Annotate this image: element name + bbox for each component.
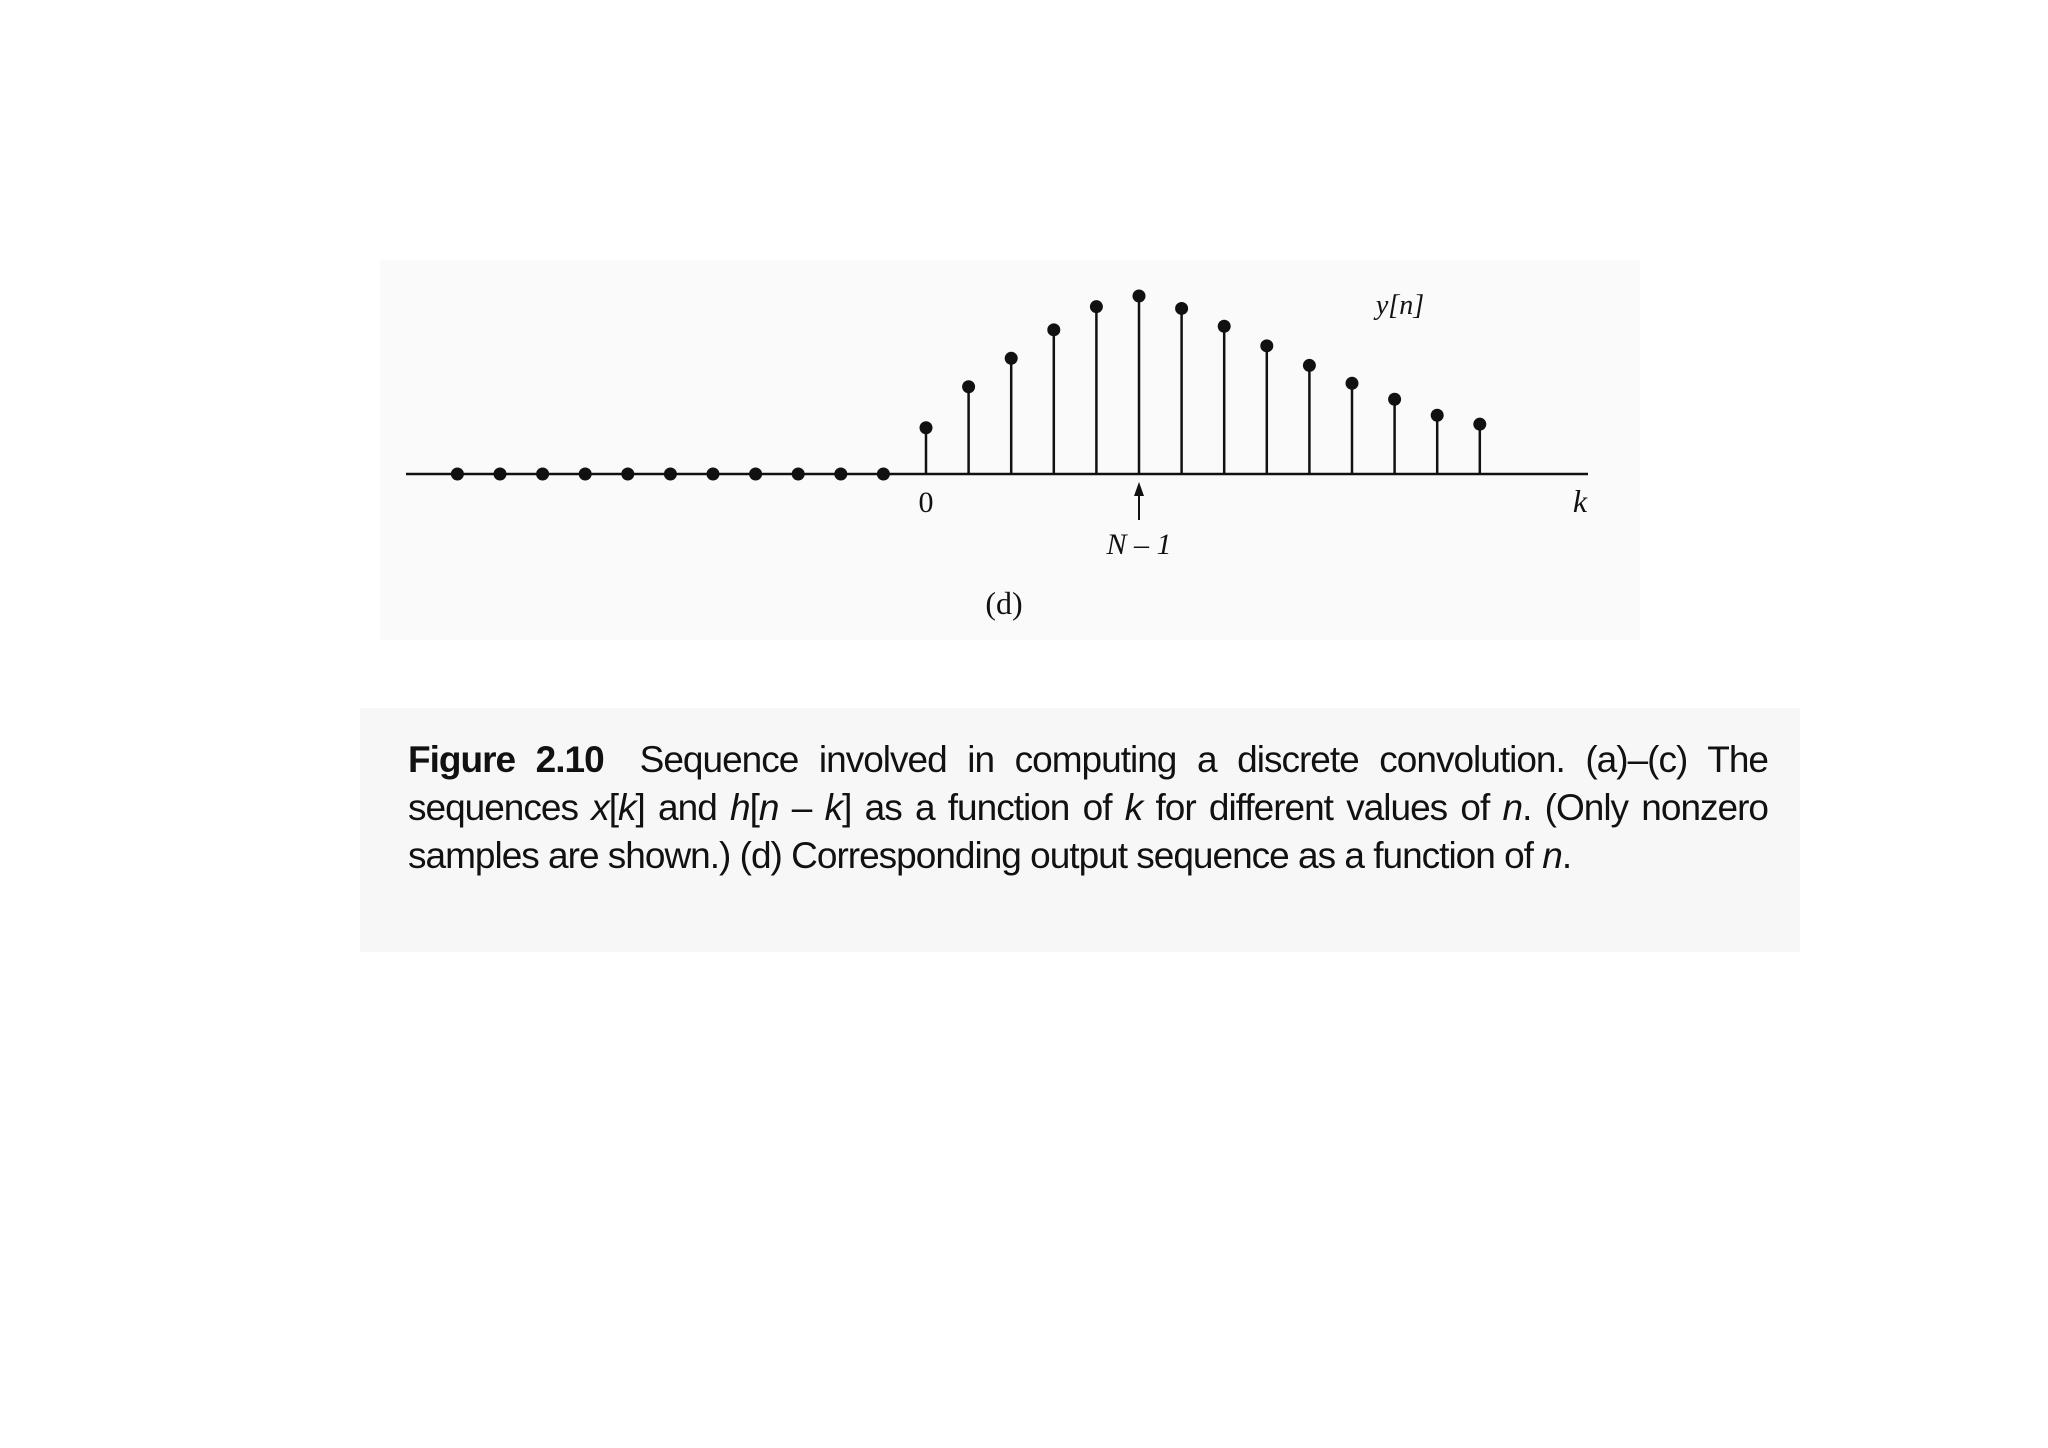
stem-point bbox=[1431, 409, 1444, 422]
x-axis-label: k bbox=[1572, 483, 1588, 519]
stem-point bbox=[1346, 377, 1359, 390]
stem-point bbox=[1303, 359, 1316, 372]
figure-label: Figure 2.10 bbox=[408, 739, 604, 780]
series-label: y[n] bbox=[1375, 290, 1425, 321]
stem-point bbox=[451, 468, 464, 481]
stem-point bbox=[1005, 352, 1018, 365]
stem-point bbox=[1218, 320, 1231, 333]
stem-point bbox=[579, 468, 592, 481]
stem-point bbox=[621, 468, 634, 481]
stem-point bbox=[1090, 300, 1103, 313]
stem-point bbox=[1260, 339, 1273, 352]
stem-point bbox=[1133, 290, 1146, 303]
stem-point bbox=[792, 468, 805, 481]
caption-text: Sequence involved in computing a discrete convolution. (a)–(c) The sequences x[k] and h[n – k] as a function of k for different values of n. (Only nonzero samples are shown.) (d) Corresponding output sequence as a function of n. bbox=[408, 739, 1769, 876]
stem-point bbox=[834, 468, 847, 481]
panel-label: (d) bbox=[985, 585, 1023, 621]
stem-point bbox=[707, 468, 720, 481]
stem-point bbox=[920, 421, 933, 434]
stem-point bbox=[1047, 323, 1060, 336]
tick-arrow-head bbox=[1134, 482, 1144, 496]
stem-point bbox=[1175, 302, 1188, 315]
stem-point bbox=[494, 468, 507, 481]
stem-point bbox=[1473, 418, 1486, 431]
stem-point bbox=[749, 468, 762, 481]
figure-caption bbox=[408, 736, 1768, 880]
stem-plot bbox=[0, 0, 2048, 700]
stem-point bbox=[877, 468, 890, 481]
tick-label-n-minus-1: N – 1 bbox=[1106, 528, 1172, 561]
tick-label-zero: 0 bbox=[918, 486, 934, 519]
stem-point bbox=[1388, 393, 1401, 406]
stem-point bbox=[664, 468, 677, 481]
stem-point bbox=[536, 468, 549, 481]
stem-point bbox=[962, 380, 975, 393]
